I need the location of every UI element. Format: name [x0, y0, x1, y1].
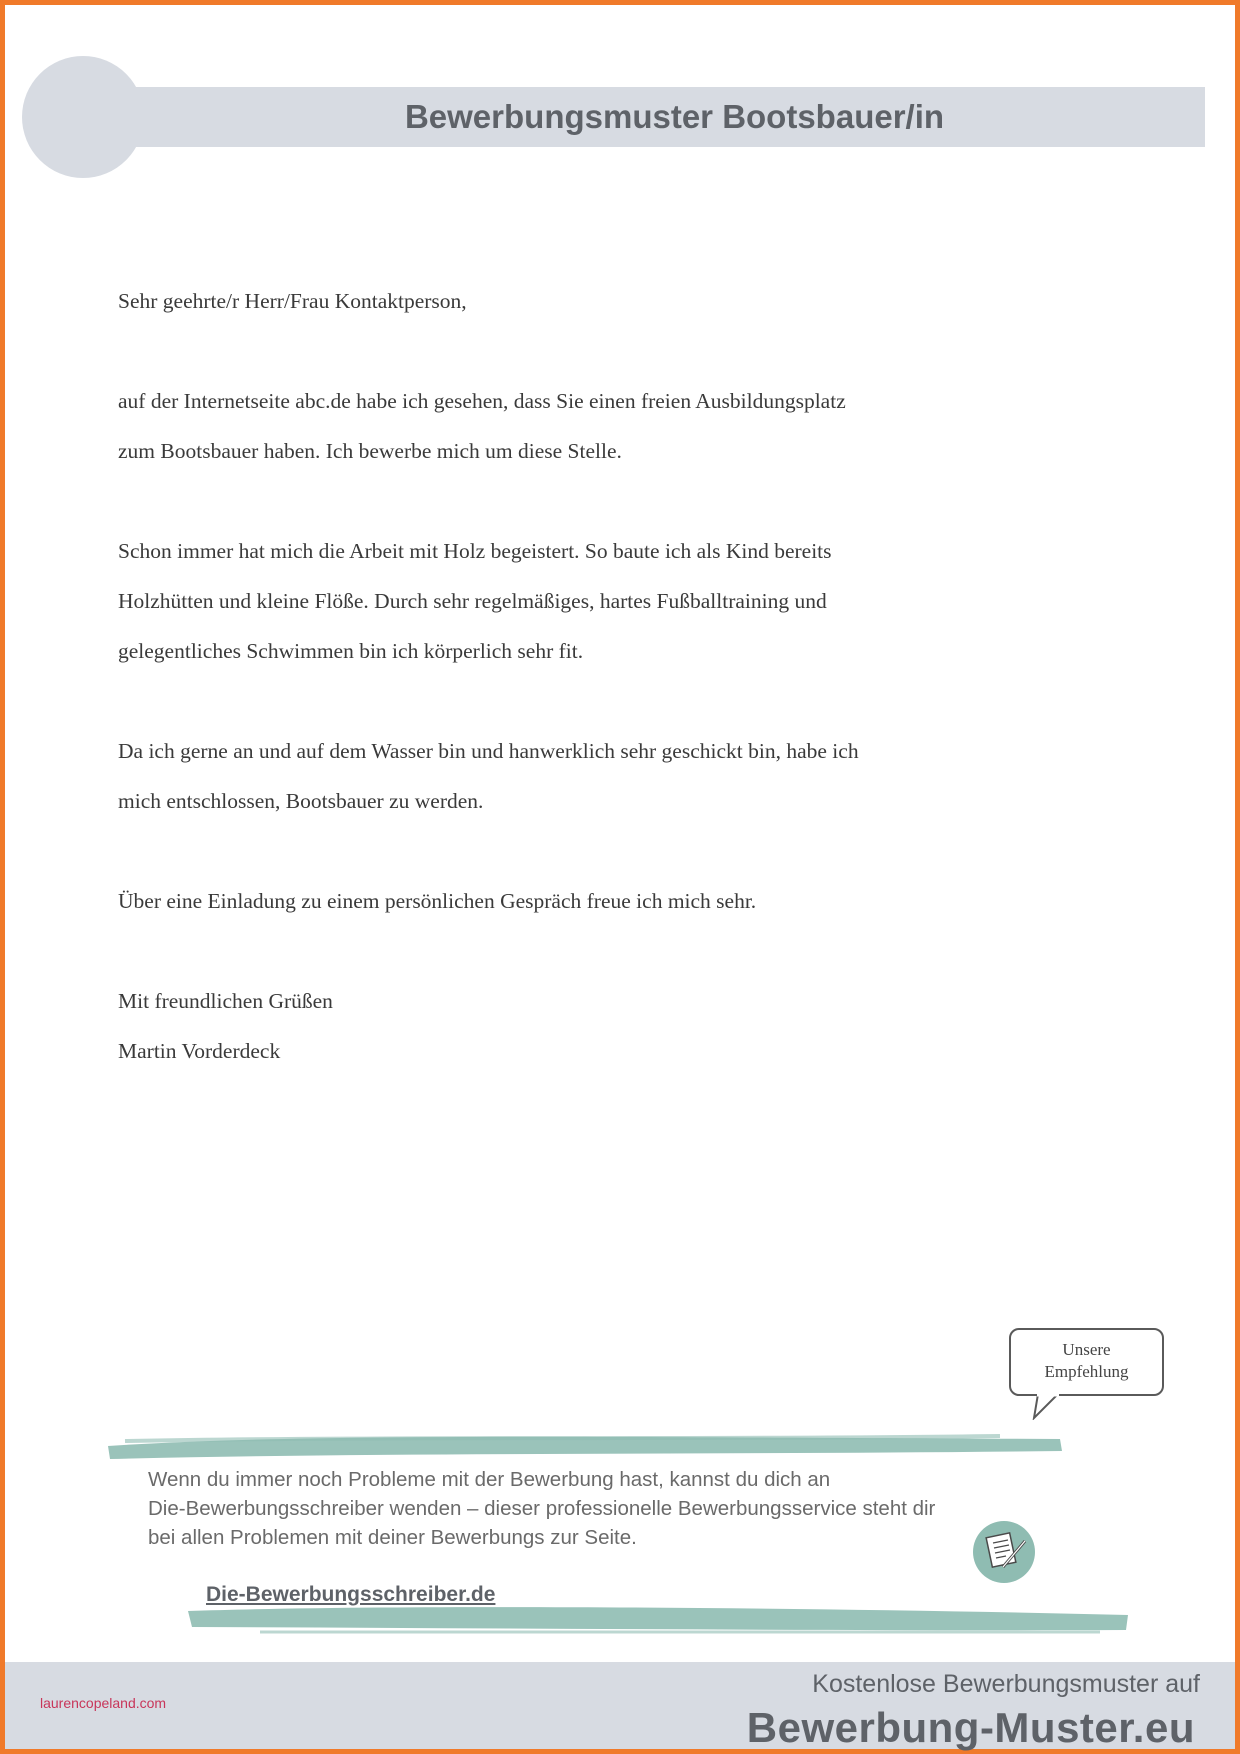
promo-line-3: bei allen Problemen mit deiner Bewerbungs zur Seite.: [148, 1526, 637, 1549]
paragraph-3-line-2: mich entschlossen, Bootsbauer zu werden.: [118, 789, 484, 813]
footer-site: Bewerbung-Muster.eu: [746, 1704, 1195, 1751]
promo-line-2: Die-Bewerbungsschreiber wenden – dieser professionelle Bewerbungsservice steht dir: [148, 1497, 936, 1520]
paragraph-2-line-3: gelegentliches Schwimmen bin ich körperlich sehr fit.: [118, 639, 584, 663]
paragraph-1-line-1: auf der Internetseite abc.de habe ich gesehen, dass Sie einen freien Ausbildungsplatz: [118, 389, 846, 413]
signature: Martin Vorderdeck: [118, 1039, 281, 1063]
document-title: Bewerbungsmuster Bootsbauer/in: [404, 98, 945, 135]
promo-line-1: Wenn du immer noch Probleme mit der Bewerbung hast, kannst du dich an: [148, 1468, 831, 1491]
paragraph-4: Über eine Einladung zu einem persönlichen Gespräch freue ich mich sehr.: [118, 889, 757, 913]
footer-tagline: Kostenlose Bewerbungsmuster auf: [812, 1670, 1200, 1698]
document-pen-icon: [973, 1521, 1035, 1583]
closing: Mit freundlichen Grüßen: [118, 989, 333, 1013]
bubble-line-2: Empfehlung: [1044, 1362, 1129, 1381]
paragraph-2-line-1: Schon immer hat mich die Arbeit mit Holz begeistert. So baute ich als Kind bereits: [118, 539, 832, 563]
bubble-line-1: Unsere: [1062, 1340, 1111, 1359]
bewerbungsschreiber-link[interactable]: Die-Bewerbungsschreiber.de: [206, 1583, 496, 1606]
paragraph-3-line-1: Da ich gerne an und auf dem Wasser bin und hanwerklich sehr geschickt bin, habe ich: [118, 739, 859, 763]
salutation: Sehr geehrte/r Herr/Frau Kontaktperson,: [118, 289, 467, 313]
paragraph-1-line-2: zum Bootsbauer haben. Ich bewerbe mich um diese Stelle.: [118, 439, 622, 463]
watermark: laurencopeland.com: [40, 1695, 167, 1711]
paragraph-2-line-2: Holzhütten und kleine Flöße. Durch sehr regelmäßiges, hartes Fußballtraining und: [118, 589, 827, 613]
